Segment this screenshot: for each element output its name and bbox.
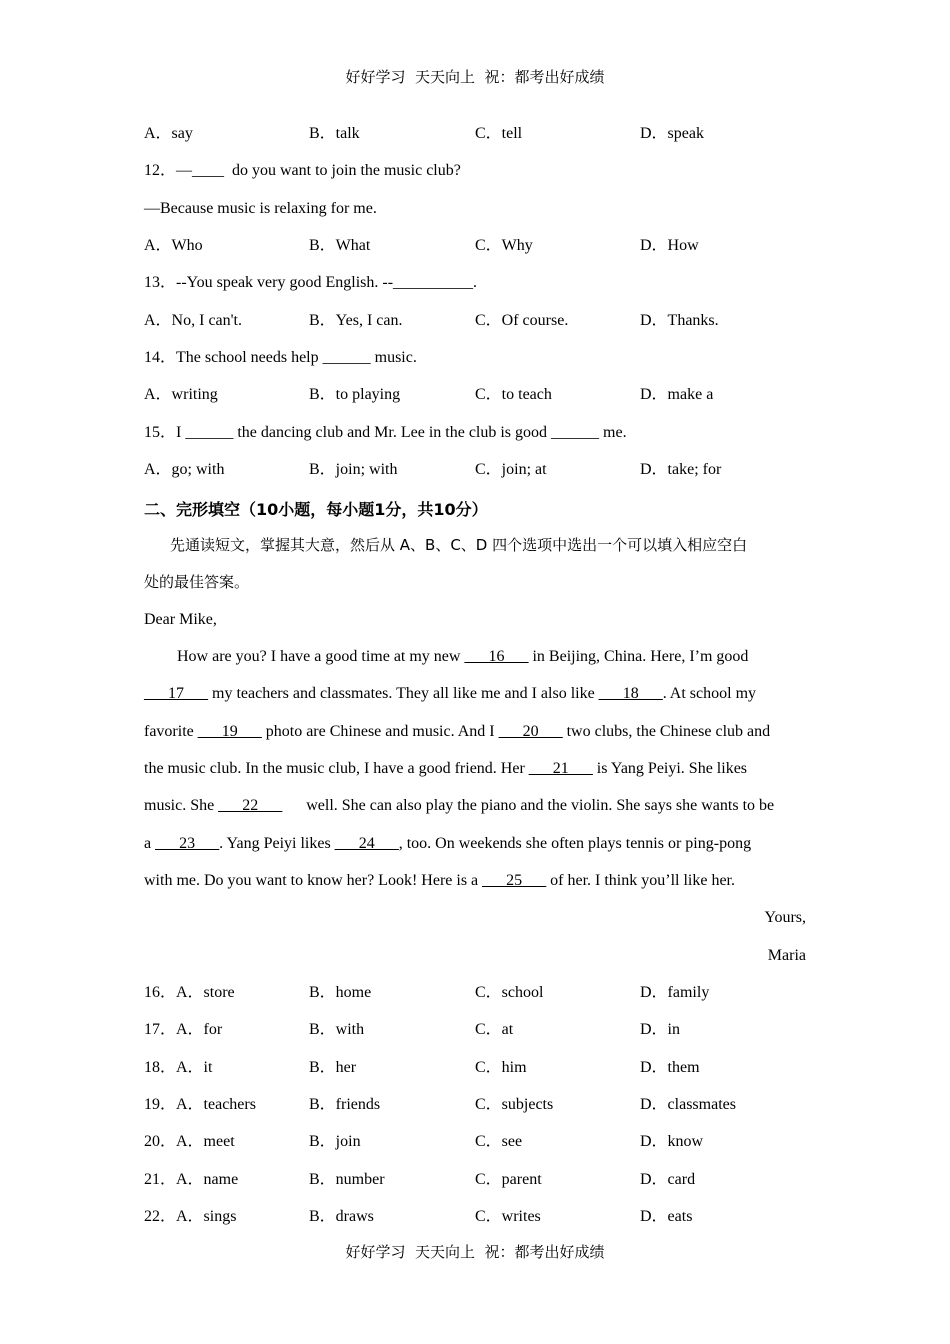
option-c: C．subjects: [475, 1096, 554, 1113]
q13-options: [144, 311, 844, 331]
option-b: B．Yes, I can.: [309, 312, 403, 329]
option-d: D．know: [640, 1133, 704, 1150]
option-d: D．classmates: [640, 1096, 736, 1113]
option-a: 20．A．meet: [144, 1133, 235, 1150]
passage-line: a ___23___. Yang Peiyi likes ___24___, too. On weekends she often plays tennis or ping-pong: [144, 835, 752, 852]
option-c: C．tell: [475, 125, 523, 142]
passage-line: with me. Do you want to know her? Look! Here is a ___25___ of her. I think you’ll like her.: [144, 872, 735, 889]
letter-signature: Maria: [767, 947, 806, 964]
section-instruction-cont: 处的最佳答案。: [144, 573, 250, 591]
option-a: 17．A．for: [144, 1021, 223, 1038]
option-c: C．see: [475, 1133, 523, 1150]
page-footer: 好好学习 天天向上 祝：都考出好成绩: [345, 1243, 605, 1261]
option-b: B．What: [309, 237, 371, 254]
option-a: A．say: [144, 125, 193, 142]
q20-options: [144, 1132, 844, 1152]
option-c: C．him: [475, 1059, 527, 1076]
option-a: A．writing: [144, 386, 218, 403]
q15-options: [144, 460, 844, 480]
letter-closing: Yours,: [764, 909, 806, 926]
letter-greeting: Dear Mike,: [144, 611, 217, 628]
option-b: B．talk: [309, 125, 360, 142]
option-a: 22．A．sings: [144, 1208, 237, 1225]
passage-line: favorite ___19___ photo are Chinese and music. And I ___20___ two clubs, the Chinese club and: [144, 723, 771, 740]
option-c: C．join; at: [475, 461, 547, 478]
option-d: D．make a: [640, 386, 714, 403]
option-c: C．writes: [475, 1208, 541, 1225]
option-b: B．to playing: [309, 386, 401, 403]
option-c: C．to teach: [475, 386, 552, 403]
option-d: D．take; for: [640, 461, 722, 478]
blank-19: ___19___: [197, 723, 262, 740]
q12-options: [144, 236, 844, 256]
q17-options: [144, 1020, 844, 1040]
blank-21: ___21___: [528, 760, 593, 777]
blank-23: ___23___: [155, 835, 220, 852]
blank-20: ___20___: [498, 723, 563, 740]
q11-options: [144, 124, 844, 144]
q14-stem: 14．The school needs help ______ music.: [144, 349, 417, 366]
section-instruction: 先通读短文，掌握其大意，然后从 A、B、C、D 四个选项中选出一个可以填入相应空白: [170, 536, 748, 554]
q18-options: [144, 1058, 844, 1078]
option-d: D．eats: [640, 1208, 693, 1225]
option-b: B．draws: [309, 1208, 374, 1225]
blank-16: ___16___: [464, 648, 529, 665]
q21-options: [144, 1170, 844, 1190]
option-c: C．school: [475, 984, 544, 1001]
option-d: D．Thanks.: [640, 312, 719, 329]
option-a: 16．A．store: [144, 984, 235, 1001]
option-b: B．join: [309, 1133, 361, 1150]
passage-line: ___17___ my teachers and classmates. They all like me and I also like ___18___. At school my: [144, 685, 757, 702]
section-title: 二、完形填空（10小题，每小题1分，共10分）: [144, 500, 488, 519]
option-d: D．speak: [640, 125, 704, 142]
option-b: B．join; with: [309, 461, 398, 478]
page-header: 好好学习 天天向上 祝：都考出好成绩: [345, 68, 605, 86]
passage-line: music. She ___22___ well. She can also play the piano and the violin. She says she wants to be: [144, 797, 775, 814]
q12-stem: 12．—____ do you want to join the music club?: [144, 162, 461, 179]
option-b: B．number: [309, 1171, 385, 1188]
passage-line: How are you? I have a good time at my new ___16___ in Beijing, China. Here, I’m good: [177, 648, 749, 665]
option-c: C．parent: [475, 1171, 542, 1188]
option-c: C．Why: [475, 237, 533, 254]
q16-options: [144, 983, 844, 1003]
q22-options: [144, 1207, 844, 1227]
option-d: D．them: [640, 1059, 700, 1076]
option-a: 19．A．teachers: [144, 1096, 256, 1113]
option-a: A．Who: [144, 237, 203, 254]
option-d: D．card: [640, 1171, 696, 1188]
option-a: 18．A．it: [144, 1059, 213, 1076]
blank-24: ___24___: [334, 835, 399, 852]
q13-stem: 13．--You speak very good English. --__________.: [144, 274, 478, 291]
option-b: B．friends: [309, 1096, 381, 1113]
option-a: A．go; with: [144, 461, 225, 478]
option-b: B．her: [309, 1059, 357, 1076]
option-a: A．No, I can't.: [144, 312, 242, 329]
q12-reply: —Because music is relaxing for me.: [144, 200, 377, 217]
blank-22: ___22___: [218, 797, 283, 814]
passage-line: the music club. In the music club, I have a good friend. Her ___21___ is Yang Peiyi. She likes: [144, 760, 748, 777]
option-d: D．family: [640, 984, 710, 1001]
option-c: C．at: [475, 1021, 514, 1038]
blank-25: ___25___: [482, 872, 547, 889]
q15-stem: 15．I ______ the dancing club and Mr. Lee in the club is good ______ me.: [144, 424, 627, 441]
option-d: D．How: [640, 237, 699, 254]
option-b: B．with: [309, 1021, 365, 1038]
q14-options: [144, 385, 844, 405]
option-c: C．Of course.: [475, 312, 569, 329]
blank-17: ___17___: [144, 685, 208, 702]
option-b: B．home: [309, 984, 372, 1001]
q19-options: [144, 1095, 844, 1115]
blank-18: ___18___: [598, 685, 663, 702]
option-d: D．in: [640, 1021, 681, 1038]
option-a: 21．A．name: [144, 1171, 239, 1188]
